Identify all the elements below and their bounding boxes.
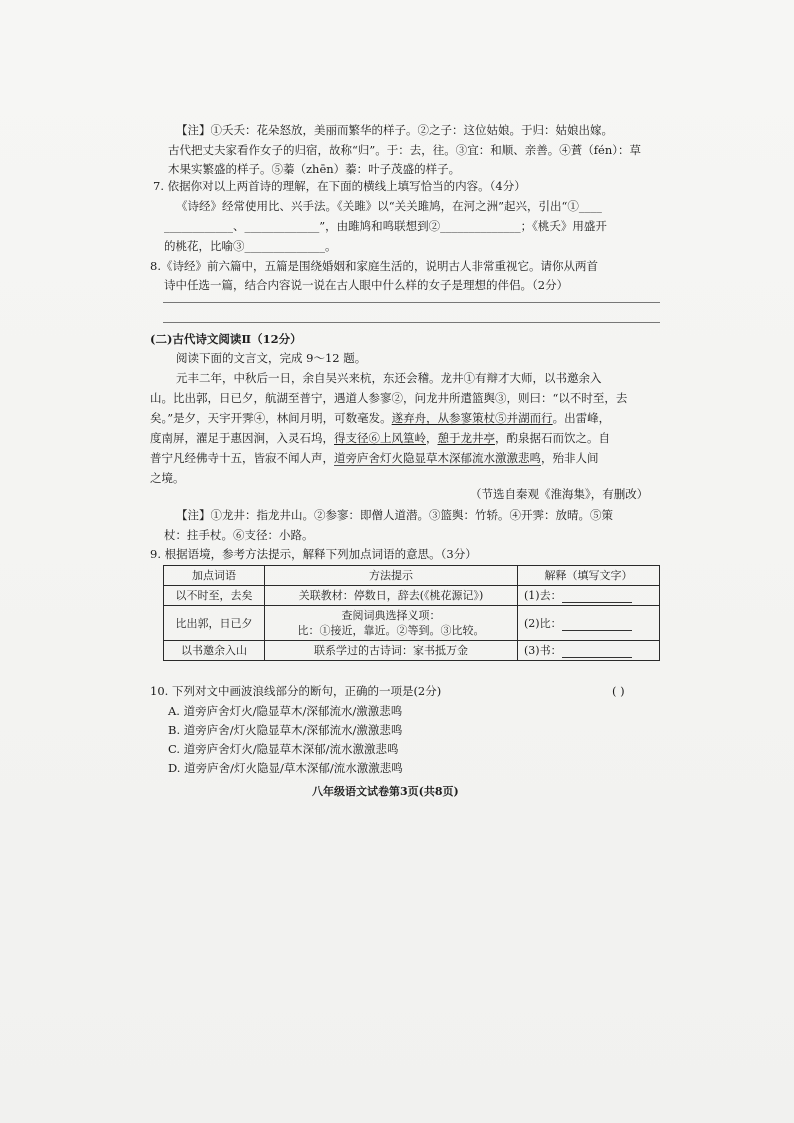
option-c[interactable]: C. 道旁庐舍灯火/隐显草木深郁/流水激激悲鸣: [168, 742, 399, 756]
passage-line-5-a: 普宁凡经佛寺十五，皆寂不闻人声，: [150, 451, 334, 465]
passage-line-5-c: ，殆非人间: [541, 451, 599, 465]
answer-line-2[interactable]: [163, 322, 660, 323]
row-1-answer-cell[interactable]: [518, 586, 660, 606]
table-row: [164, 606, 660, 641]
passage-line-5: [150, 450, 599, 466]
question-7-line-3: 的桃花，比喻③______________。: [164, 239, 337, 253]
question-9-table: [163, 565, 660, 661]
table-header-row: [164, 566, 660, 586]
option-d[interactable]: D. 道旁庐舍/灯火隐显/草木深郁/流水激激悲鸣: [168, 761, 403, 775]
passage-line-3-a: 矣。”是夕，天宇开霁④，林间月明，可数毫发。: [150, 411, 392, 425]
table-row: [164, 641, 660, 661]
answer-bracket[interactable]: ( ): [612, 684, 625, 698]
passage-line-1: 元丰二年，中秋后一日，余自吴兴来杭，东还会稽。龙井①有辩才大师，以书邀余入: [176, 371, 602, 385]
question-8-line-1: 8.《诗经》前六篇中，五篇是围绕婚姻和家庭生活的，说明古人非常重视它。请你从两首: [150, 259, 598, 273]
passage-line-2: 山。比出郭，日已夕，航湖至普宁，遇道人参寥②，问龙井所遣篮舆③，则曰：“以不时至，去: [150, 391, 628, 405]
option-b[interactable]: B. 道旁庐舍/灯火隐显草木/深郁流水/激激悲鸣: [168, 723, 403, 737]
passage-line-3: [150, 410, 610, 426]
question-7-line-1: 《诗经》经常使用比、兴手法。《关雎》以“关关雎鸠，在河之洲”起兴，引出“①____: [176, 199, 602, 213]
passage-source: （节选自秦观《淮海集》，有删改）: [470, 487, 649, 501]
row-1-answer-label: (1)去：: [524, 589, 562, 602]
question-8-line-2: 诗中任选一篇，结合内容说一说在古人眼中什么样的女子是理想的伴侣。（2分）: [164, 278, 569, 292]
passage-line-4-a: 度南屏，濯足于惠因涧，入灵石坞，: [150, 431, 334, 445]
row-2-answer-blank[interactable]: [562, 618, 632, 631]
passage-line-4: [150, 430, 610, 446]
row-3-word: 以书邀余入山: [164, 641, 265, 661]
row-3-hint: 联系学过的古诗词：家书抵万金: [265, 641, 518, 661]
option-a[interactable]: A. 道旁庐舍灯火/隐显草木/深郁流水/激激悲鸣: [168, 704, 403, 718]
notes-2-line-2: 杖：拄手杖。⑥支径：小路。: [164, 528, 314, 542]
row-2-answer-label: (2)比：: [524, 616, 562, 630]
row-1-answer-blank[interactable]: [562, 590, 632, 603]
header-word: 加点词语: [164, 566, 265, 586]
row-3-answer-label: (3)书：: [524, 644, 562, 657]
question-7-line-2: ____________、_____________”，由雎鸠和鸣联想到②______________；《桃夭》用盛开: [164, 219, 607, 233]
passage-wavy-section: 道旁庐舍灯火隐显草木深郁流水激激悲鸣: [334, 451, 541, 465]
row-3-answer-blank[interactable]: [562, 645, 632, 658]
notes-1-line-2: 古代把丈夫家看作女子的归宿，故称“归”。于：去，往。③宜：和顺、亲善。④蕡（fén）：草: [168, 143, 641, 157]
page-footer: 八年级语文试卷第3页(共8页): [312, 785, 459, 798]
passage-line-6: 之境。: [150, 471, 185, 485]
notes-1-line-1: 【注】①夭夭：花朵怒放，美丽而繁华的样子。②之子：这位姑娘。于归：姑娘出嫁。: [176, 123, 613, 137]
row-2-word: 比出郭，日已夕: [164, 606, 265, 641]
table-row: [164, 586, 660, 606]
question-10-stem: 10. 下列对文中画波浪线部分的断句，正确的一项是(2分): [150, 684, 442, 698]
passage-line-4-c: ，: [426, 431, 438, 445]
notes-2-line-1: 【注】①龙井：指龙井山。②参寥：即僧人道潜。③篮舆：竹轿。④开霁：放晴。⑤策: [176, 508, 613, 522]
row-3-answer-cell[interactable]: [518, 641, 660, 661]
passage-line-3-c: 。出雷峰，: [552, 411, 611, 425]
question-7-stem: 7. 依据你对以上两首诗的理解，在下面的横线上填写恰当的内容。（4分）: [153, 179, 526, 193]
passage-underlined-2: 得支径⑥上风篁岭: [334, 431, 426, 445]
header-hint: 方法提示: [265, 566, 518, 586]
section-2-instruction: 阅读下面的文言文，完成 9～12 题。: [176, 351, 367, 365]
section-2-title: (二)古代诗文阅读Ⅱ（12分）: [150, 332, 302, 346]
passage-underlined-3: 憩于龙井亭: [437, 431, 495, 445]
row-1-word: 以不时至，去矣: [164, 586, 265, 606]
row-2-hint: [265, 606, 518, 641]
row-2-hint-line-1: 查阅词典选择义项：: [341, 609, 441, 622]
passage-line-4-e: ，酌泉据石而饮之。自: [495, 431, 610, 445]
row-1-hint: 关联教材：停数日，辞去(《桃花源记》): [265, 586, 518, 606]
answer-line-1[interactable]: [163, 302, 660, 303]
question-9-stem: 9. 根据语境，参考方法提示，解释下列加点词语的意思。（3分）: [150, 547, 477, 561]
notes-1-line-3: 木果实繁盛的样子。⑤蓁（zhēn）蓁：叶子茂盛的样子。: [168, 162, 461, 176]
row-2-hint-line-2: 比：①接近，靠近。②等到。③比较。: [297, 624, 485, 637]
header-answer: 解释（填写文字）: [518, 566, 660, 586]
row-2-answer-cell[interactable]: [518, 606, 660, 641]
passage-underlined-1: 遂弃舟，从参寥策杖⑤并湖而行: [391, 411, 553, 425]
